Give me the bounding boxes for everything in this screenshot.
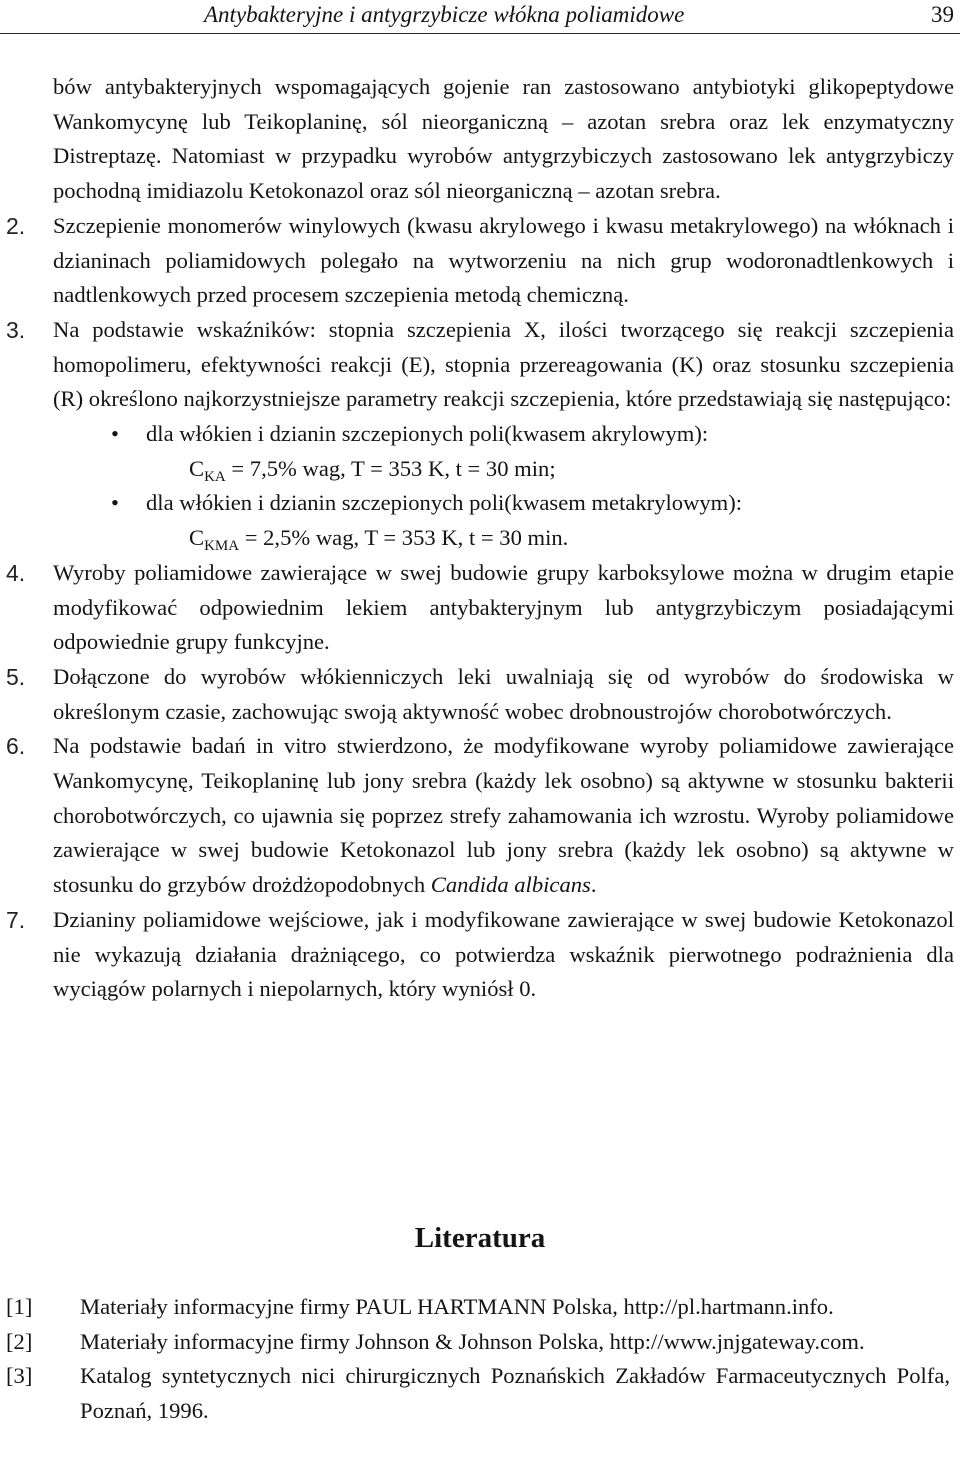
reference-text: Materiały informacyjne firmy Johnson & Johnson Polska, http://www.jnjgateway.com. (80, 1328, 865, 1354)
list-item-4 (6, 556, 954, 660)
bullet-text: dla włókien i dzianin szczepionych poli(kwasem metakrylowym): (146, 490, 743, 516)
reference-text: Katalog syntetycznych nici chirurgicznych Poznańskich Zakładów Farmaceutycznych Polfa, Poznań, 1996. (80, 1363, 950, 1423)
conclusions-body (6, 70, 954, 1007)
item-number: 3. (6, 316, 26, 343)
reference-item (0, 1290, 960, 1325)
list-item-3 (6, 313, 954, 417)
reference-number: [1] (6, 1294, 33, 1319)
item-number: 2. (6, 212, 26, 239)
bullet-icon: • (111, 421, 119, 447)
reference-text: Materiały informacyjne firmy PAUL HARTMANN Polska, http://pl.hartmann.info. (80, 1294, 834, 1319)
item-text: Na podstawie badań in vitro stwierdzono, że modyfikowane wyroby poliamidowe zawierające Wankomycynę, Teikoplaninę lub jony srebra (każdy lek osobno) są aktywne w stosunku bakterii chorobotwórczych, co ujawnia się poprzez strefy zahamowania ich wzrostu. Wyroby poliamidowe zawierające w swej budowie Ketokonazol lub jony srebra (każdy lek osobno) są aktywne w stosunku do grzybów drożdżopodobnych (53, 733, 954, 898)
item-number: 7. (6, 906, 26, 933)
reference-list (0, 1290, 960, 1428)
bullet-item-acrylic (53, 417, 954, 452)
list-item-5 (6, 660, 954, 729)
item-text: Dzianiny poliamidowe wejściowe, jak i modyfikowane zawierające w swej budowie Ketokonazol nie wykazują działania drażniącego, co potwierdza wskaźnik pierwotnego podrażnienia dla wyciągów polarnych i niepolarnych, który wyniósł 0. (53, 906, 954, 1002)
bullet-text: dla włókien i dzianin szczepionych poli(kwasem akrylowym): (146, 421, 709, 447)
formula-subscript: KA (204, 468, 226, 485)
list-item-7 (6, 903, 954, 1007)
literature-heading: Literatura (414, 1222, 546, 1254)
item-number: 6. (6, 733, 26, 760)
formula-ka (53, 452, 954, 487)
species-name: Candida albicans (430, 872, 591, 898)
bullet-item-methacrylic (53, 486, 954, 521)
item-number: 4. (6, 559, 26, 586)
intro-paragraph: bów antybakteryjnych wspomagających gojenie ran zastosowano antybiotyki glikopeptydowe Wankomycynę lub Teikoplaninę, sól nieorganiczną – azotan srebra oraz lek enzymatyczny Distreptazę. Natomiast w przypadku wyrobów antygrzybiczych zastosowano lek antygrzybiczy pochodną imidiazolu Ketokonazol oraz sól nieorganiczną – azotan srebra. (53, 74, 954, 204)
item-text-end: . (590, 872, 597, 898)
item-text: Na podstawie wskaźników: stopnia szczepienia X, ilości tworzącego się reakcji szczepienia homopolimeru, efektywności reakcji (E), stopnia przereagowania (K) oraz stosunku szczepienia (R) określono najkorzystniejsze parametry reakcji szczepienia, które przedstawiają się następująco: (53, 316, 954, 412)
running-header (0, 0, 960, 34)
running-title: Antybakteryjne i antygrzybicze włókna poliamidowe (204, 2, 685, 27)
reference-item (0, 1325, 960, 1360)
bullet-icon: • (111, 490, 119, 516)
formula-symbol: C (189, 525, 205, 551)
page-number: 39 (931, 2, 954, 27)
reference-number: [2] (6, 1328, 33, 1354)
reference-number: [3] (6, 1363, 33, 1388)
list-item-6 (6, 729, 954, 903)
item-number: 5. (6, 663, 26, 690)
formula-kma (53, 521, 954, 556)
formula-subscript: KMA (204, 538, 240, 555)
formula-rest: = 7,5% wag, T = 353 K, t = 30 min; (225, 455, 556, 481)
reference-item (0, 1359, 960, 1428)
formula-symbol: C (189, 455, 205, 481)
formula-rest: = 2,5% wag, T = 353 K, t = 30 min. (239, 525, 569, 551)
item-text: Wyroby poliamidowe zawierające w swej budowie grupy karboksylowe można w drugim etapie modyfikować odpowiednim lekiem antybakteryjnym lub antygrzybiczym posiadającymi odpowiednie grupy funkcyjne. (53, 559, 954, 655)
item-text: Szczepienie monomerów winylowych (kwasu akrylowego i kwasu metakrylowego) na włóknach i dzianinach poliamidowych polegało na wytworzeniu na nich grup wodoronadtlenkowych i nadtlenkowych przed procesem szczepienia metodą chemiczną. (53, 212, 954, 308)
list-item-2 (6, 209, 954, 313)
item-text: Dołączone do wyrobów włókienniczych leki uwalniają się od wyrobów do środowiska w określonym czasie, zachowując swoją aktywność wobec drobnoustrojów chorobotwórczych. (53, 663, 954, 724)
